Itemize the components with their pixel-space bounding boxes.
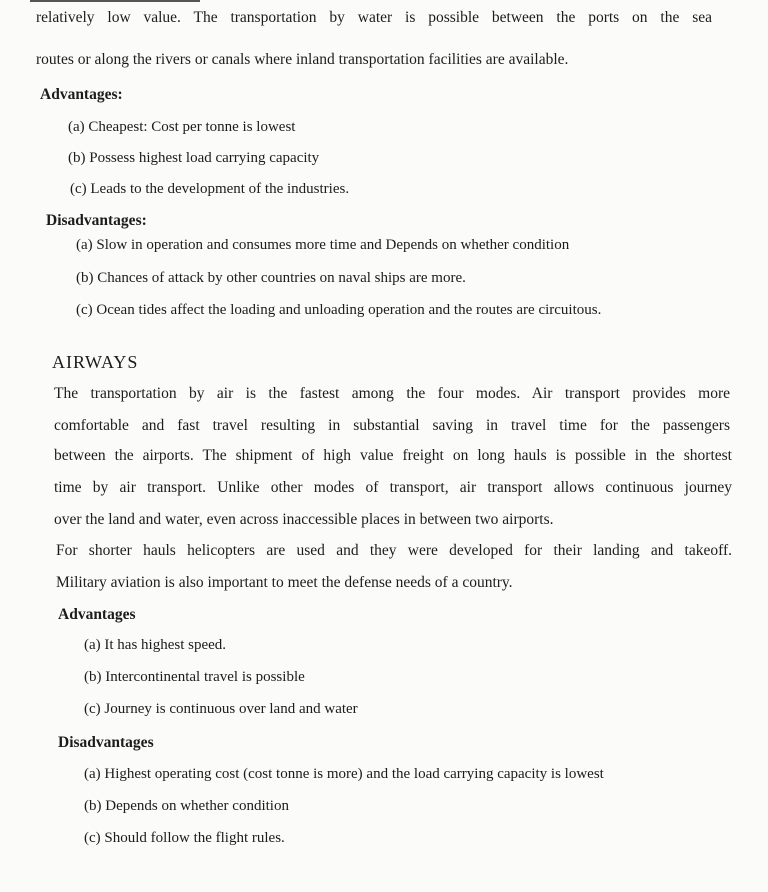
airways-para-line-7: Military aviation is also important to meet the defense needs of a country. <box>56 574 513 591</box>
water-adv-item-b: (b) Possess highest load carrying capacity <box>68 150 320 166</box>
water-para-line-1: relatively low value. The transportation by water is possible between the ports on the sea <box>36 9 712 26</box>
water-advantages-heading: Advantages: <box>40 86 123 103</box>
airways-para-line-4: time by air transport. Unlike other modes of transport, air transport allows continuous journey <box>54 479 732 496</box>
air-disadvantages-heading: Disadvantages <box>58 734 154 751</box>
airways-para-line-6: For shorter hauls helicopters are used and they were developed for their landing and takeoff. <box>56 542 732 559</box>
water-disadvantages-heading: Disadvantages: <box>46 212 147 229</box>
airways-para-line-1: The transportation by air is the fastest among the four modes. Air transport provides more <box>54 385 730 402</box>
air-disadv-item-b: (b) Depends on whether condition <box>84 798 289 814</box>
water-adv-item-a: (a) Cheapest: Cost per tonne is lowest <box>68 119 296 135</box>
airways-title: AIRWAYS <box>52 352 139 372</box>
air-adv-item-a: (a) It has highest speed. <box>84 637 227 653</box>
airways-para-line-5: over the land and water, even across inaccessible places in between two airports. <box>54 511 554 528</box>
airways-para-line-3: between the airports. The shipment of high value freight on long hauls is possible in the shortest <box>54 447 732 464</box>
water-disadv-item-b: (b) Chances of attack by other countries on naval ships are more. <box>76 270 466 286</box>
air-disadv-item-c: (c) Should follow the flight rules. <box>84 830 285 846</box>
water-para-line-2: routes or along the rivers or canals where inland transportation facilities are available. <box>36 51 569 68</box>
water-disadv-item-c: (c) Ocean tides affect the loading and unloading operation and the routes are circuitous. <box>76 302 602 318</box>
water-adv-item-c: (c) Leads to the development of the industries. <box>70 181 350 197</box>
air-adv-item-b: (b) Intercontinental travel is possible <box>84 669 305 685</box>
water-disadv-item-a: (a) Slow in operation and consumes more time and Depends on whether condition <box>76 237 570 253</box>
top-rule <box>30 0 200 2</box>
air-advantages-heading: Advantages <box>58 606 136 623</box>
airways-para-line-2: comfortable and fast travel resulting in substantial saving in travel time for the passengers <box>54 417 730 434</box>
air-adv-item-c: (c) Journey is continuous over land and water <box>84 701 358 717</box>
air-disadv-item-a: (a) Highest operating cost (cost tonne is more) and the load carrying capacity is lowest <box>84 766 604 782</box>
